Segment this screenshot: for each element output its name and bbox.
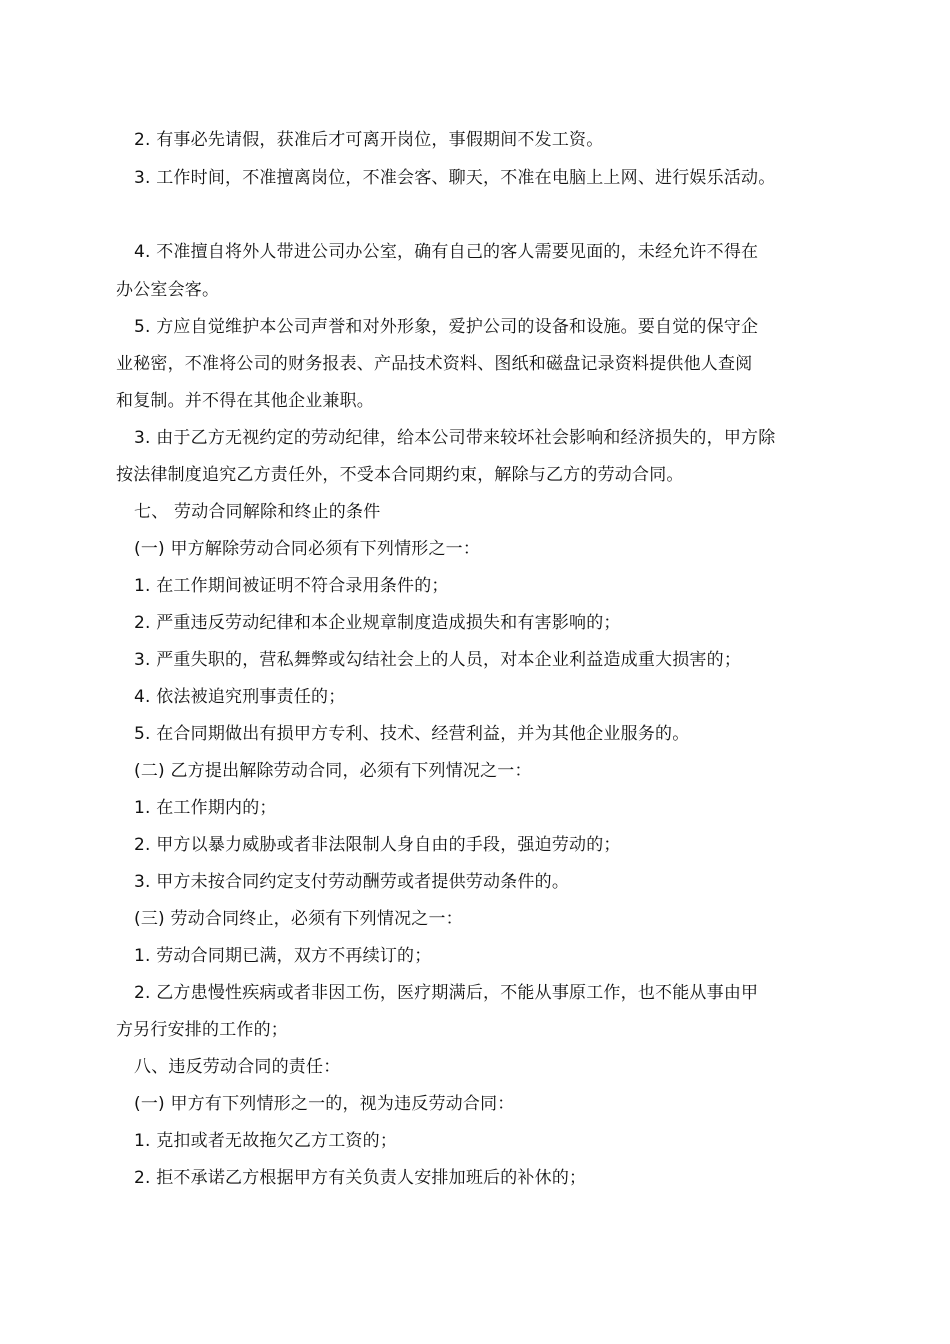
item-8-1-2: 2. 拒不承诺乙方根据甲方有关负责人安排加班后的补休的；	[134, 1168, 587, 1188]
item-7-1-1: 1. 在工作期间被证明不符合录用条件的；	[134, 576, 449, 596]
item-7-3-1: 1. 劳动合同期已满，双方不再续订的；	[134, 946, 432, 966]
subsection-8-1-heading: (一) 甲方有下列情形之一的，视为违反劳动合同：	[134, 1094, 515, 1114]
item-7-1-3: 3. 严重失职的，营私舞弊或勾结社会上的人员，对本企业利益造成重大损害的；	[134, 650, 742, 670]
section-7-heading: 七、 劳动合同解除和终止的条件	[134, 502, 381, 522]
subsection-7-2-heading: (二) 乙方提出解除劳动合同，必须有下列情况之一：	[134, 761, 532, 781]
subsection-7-1-heading: (一) 甲方解除劳动合同必须有下列情形之一：	[134, 539, 481, 559]
item-7-2-1: 1. 在工作期内的；	[134, 798, 277, 818]
clause-leave-request: 2. 有事必先请假，获准后才可离开岗位，事假期间不发工资。	[134, 130, 604, 150]
subsection-7-3-heading: (三) 劳动合同终止，必须有下列情况之一：	[134, 909, 463, 929]
item-7-3-2-line-2: 方另行安排的工作的；	[116, 1020, 288, 1040]
clause-discipline-line-2: 按法律制度追究乙方责任外，不受本合同期约束，解除与乙方的劳动合同。	[116, 465, 684, 485]
item-7-1-2: 2. 严重违反劳动纪律和本企业规章制度造成损失和有害影响的；	[134, 613, 621, 633]
item-7-1-5: 5. 在合同期做出有损甲方专利、技术、经营利益，并为其他企业服务的。	[134, 724, 690, 744]
item-7-2-2: 2. 甲方以暴力威胁或者非法限制人身自由的手段，强迫劳动的；	[134, 835, 621, 855]
clause-discipline-line-1: 3. 由于乙方无视约定的劳动纪律，给本公司带来较坏社会影响和经济损失的，甲方除	[134, 428, 776, 448]
clause-visitors-line-1: 4. 不准擅自将外人带进公司办公室，确有自己的客人需要见面的，未经允许不得在	[134, 242, 759, 262]
clause-reputation-line-3: 和复制。并不得在其他企业兼职。	[116, 391, 374, 411]
item-7-2-3: 3. 甲方未按合同约定支付劳动酬劳或者提供劳动条件的。	[134, 872, 570, 892]
item-8-1-1: 1. 克扣或者无故拖欠乙方工资的；	[134, 1131, 398, 1151]
clause-reputation-line-1: 5. 方应自觉维护本公司声誉和对外形象，爱护公司的设备和设施。要自觉的保守企	[134, 317, 759, 337]
item-7-1-4: 4. 依法被追究刑事责任的；	[134, 687, 346, 707]
section-8-heading: 八、违反劳动合同的责任：	[134, 1057, 341, 1077]
clause-work-hours: 3. 工作时间，不准擅离岗位，不准会客、聊天，不准在电脑上上网、进行娱乐活动。	[134, 168, 776, 188]
clause-reputation-line-2: 业秘密，不准将公司的财务报表、产品技术资料、图纸和磁盘记录资料提供他人查阅	[116, 354, 753, 374]
item-7-3-2-line-1: 2. 乙方患慢性疾病或者非因工伤，医疗期满后，不能从事原工作，也不能从事由甲	[134, 983, 759, 1003]
clause-visitors-line-2: 办公室会客。	[116, 280, 220, 300]
